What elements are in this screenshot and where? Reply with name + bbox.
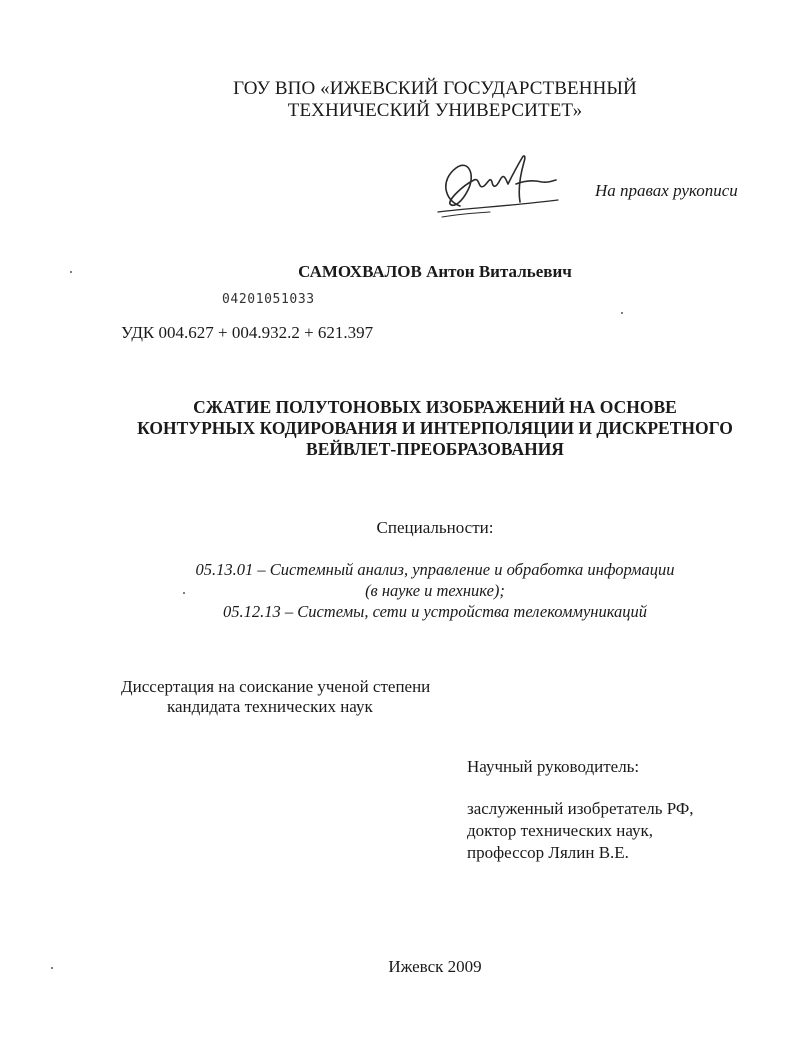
advisor-label: Научный руководитель: xyxy=(467,757,640,776)
archive-number: 04201051033 xyxy=(222,292,315,307)
author-name: САМОХВАЛОВ Антон Витальевич xyxy=(298,262,572,281)
thesis-title-line-3: ВЕЙВЛЕТ-ПРЕОБРАЗОВАНИЯ xyxy=(306,439,564,459)
specialties-list xyxy=(0,559,795,622)
specialties-label: Специальности: xyxy=(376,518,494,537)
degree-line-1: Диссертация на соискание ученой степени xyxy=(121,677,431,696)
scan-speck xyxy=(51,967,53,969)
thesis-title-line-2: КОНТУРНЫХ КОДИРОВАНИЯ И ИНТЕРПОЛЯЦИИ И ДИСКРЕТНОГО xyxy=(137,418,733,438)
institution-line-2: ТЕХНИЧЕСКИЙ УНИВЕРСИТЕТ» xyxy=(287,100,583,121)
institution-line-1: ГОУ ВПО «ИЖЕВСКИЙ ГОСУДАРСТВЕННЫЙ xyxy=(233,78,637,99)
manuscript-rights-note: На правах рукописи xyxy=(595,181,738,200)
degree-line-2: кандидата технических наук xyxy=(167,697,373,716)
institution-name xyxy=(0,78,795,122)
city-year: Ижевск 2009 xyxy=(388,957,482,976)
advisor-details xyxy=(467,798,694,864)
specialty-item: (в науке и технике); xyxy=(365,581,505,600)
scan-speck xyxy=(70,271,72,273)
advisor-line-3: профессор Лялин В.Е. xyxy=(467,843,629,862)
author-signature xyxy=(430,150,570,222)
advisor-line-2: доктор технических наук, xyxy=(467,821,654,840)
specialty-item: 05.13.01 – Системный анализ, управление и обработка информации xyxy=(195,560,675,579)
thesis-title xyxy=(0,397,795,460)
advisor-line-1: заслуженный изобретатель РФ, xyxy=(467,799,694,818)
thesis-title-line-1: СЖАТИЕ ПОЛУТОНОВЫХ ИЗОБРАЖЕНИЙ НА ОСНОВЕ xyxy=(193,397,677,417)
scan-speck xyxy=(621,312,623,314)
udc-code: УДК 004.627 + 004.932.2 + 621.397 xyxy=(121,323,374,342)
specialty-item: 05.12.13 – Системы, сети и устройства телекоммуникаций xyxy=(222,602,648,621)
scan-speck xyxy=(183,592,185,594)
degree-statement xyxy=(121,677,430,717)
